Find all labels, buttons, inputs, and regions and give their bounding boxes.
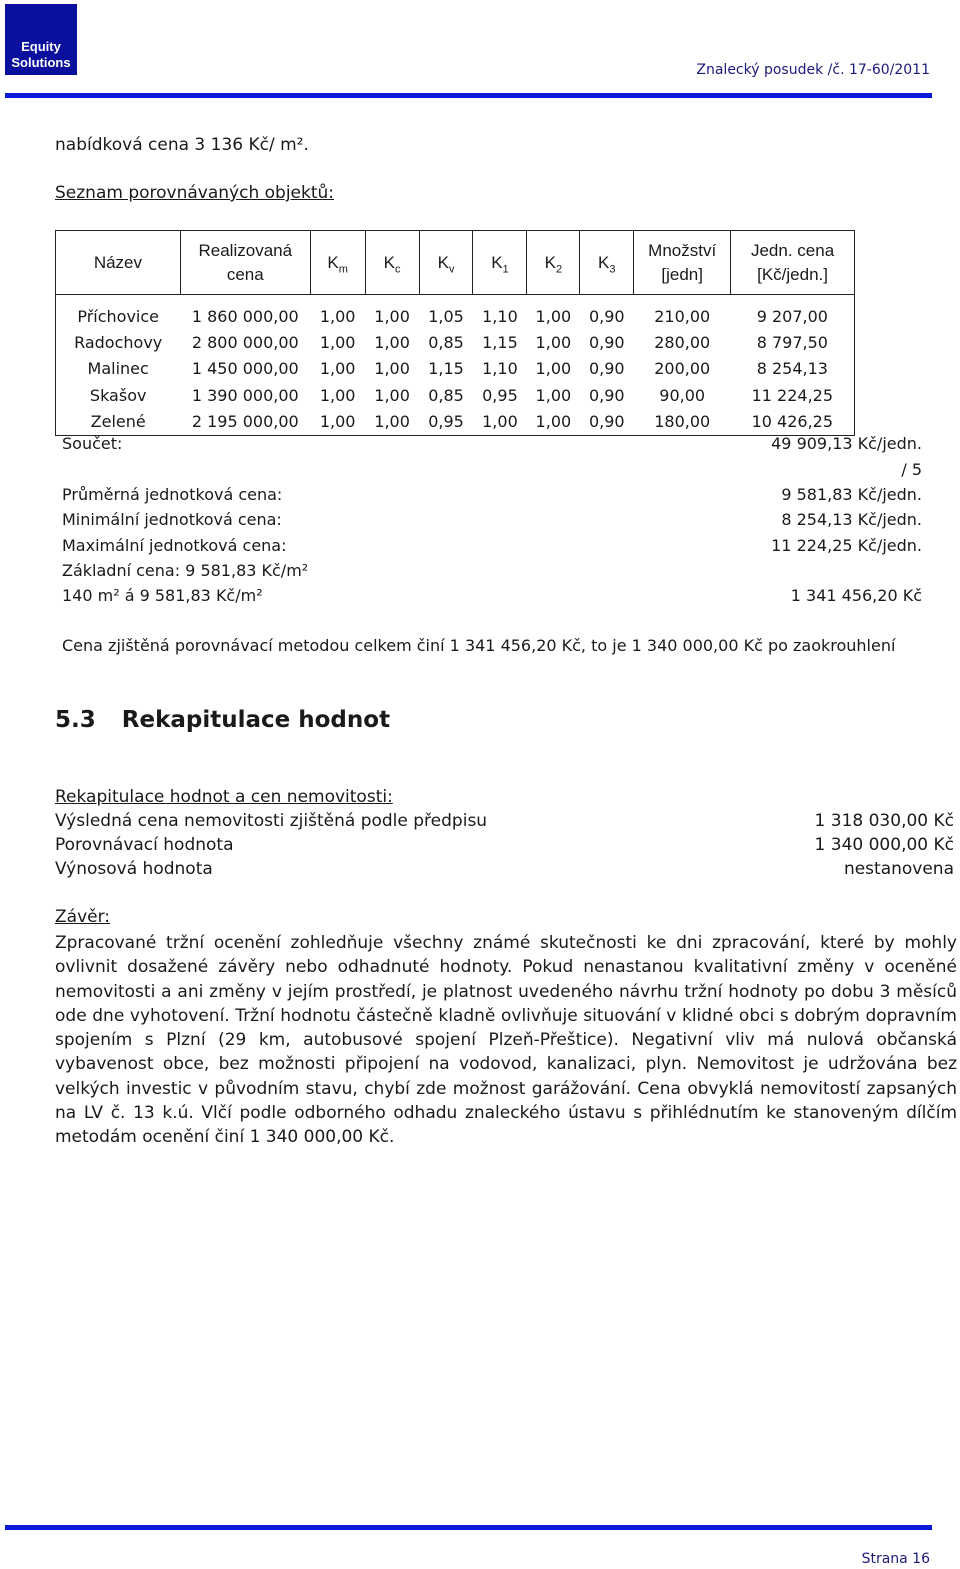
cell-realized-price: 2 800 000,00 <box>191 333 299 353</box>
cell-k3: 0,90 <box>588 333 625 353</box>
cell-k3: 0,90 <box>588 359 625 379</box>
cell-k1: 1,00 <box>482 412 518 432</box>
cell-kv: 0,85 <box>428 385 464 405</box>
cell-realized-price: 2 195 000,00 <box>191 412 299 432</box>
average-row <box>62 485 922 504</box>
cell-k2: 1,00 <box>535 333 572 353</box>
section-title: Rekapitulace hodnot <box>121 707 391 733</box>
cell-kc: 1,00 <box>374 333 410 353</box>
recap-label: Výnosová hodnota <box>55 859 213 879</box>
recap-value: nestanovena <box>843 859 954 879</box>
intro-price: nabídková cena 3 136 Kč/ m². <box>55 135 309 155</box>
cell-realized-price: 1 450 000,00 <box>191 359 299 379</box>
cell-kv: 0,85 <box>428 333 464 353</box>
logo-line-1: Equity <box>21 39 61 54</box>
table-row <box>56 382 855 408</box>
sum-label: Součet: <box>62 434 123 453</box>
recap-row <box>55 835 954 855</box>
average-value: 9 581,83 Kč/jedn. <box>781 485 922 504</box>
recap-row <box>55 859 954 879</box>
header-rule <box>5 93 932 98</box>
cell-k3: 0,90 <box>588 412 625 432</box>
cell-name: Skašov <box>89 385 147 405</box>
recap-label: Porovnávací hodnota <box>55 835 234 855</box>
cell-k1: 1,10 <box>482 359 518 379</box>
sum-value: 49 909,13 Kč/jedn. <box>771 434 922 453</box>
cell-name: Radochovy <box>74 333 163 353</box>
header-k2: $K_2$ <box>527 231 580 295</box>
cell-k1: 1,10 <box>482 306 518 326</box>
cell-k3: 0,90 <box>588 306 625 326</box>
base-price-label: Základní cena: 9 581,83 Kč/m² <box>62 561 309 580</box>
header-unit-price: Jedn. cena [Kč/jedn.] <box>731 231 855 295</box>
recap-label: Výsledná cena nemovitosti zjištěná podle předpisu <box>55 811 488 831</box>
base-price-row <box>62 561 922 580</box>
footer-rule <box>5 1525 932 1530</box>
maximum-value: 11 224,25 Kč/jedn. <box>771 536 922 555</box>
table-row <box>56 329 855 355</box>
cell-k2: 1,00 <box>535 306 572 326</box>
conclusion-title: Závěr: <box>55 907 111 927</box>
minimum-value: 8 254,13 Kč/jedn. <box>781 510 922 529</box>
cell-realized-price: 1 390 000,00 <box>191 385 299 405</box>
average-label: Průměrná jednotková cena: <box>62 485 283 504</box>
cell-km: 1,00 <box>319 412 356 432</box>
cell-name: Příchovice <box>77 306 160 326</box>
cell-unit-price: 8 254,13 <box>756 359 828 379</box>
cell-quantity: 90,00 <box>659 385 706 405</box>
minimum-row <box>62 510 922 529</box>
page-number: Strana 16 <box>861 1551 930 1567</box>
company-logo <box>5 4 77 75</box>
cell-unit-price: 11 224,25 <box>751 385 834 405</box>
cell-kc: 1,00 <box>374 385 410 405</box>
header-kc: $K_c$ <box>365 231 419 295</box>
section-number: 5.3 <box>55 707 96 733</box>
header-quantity: Množství [jedn] <box>634 231 731 295</box>
cell-quantity: 200,00 <box>654 359 711 379</box>
table-row <box>56 295 855 330</box>
cell-km: 1,00 <box>319 333 356 353</box>
calculation-label: 140 m² á 9 581,83 Kč/m² <box>62 586 263 605</box>
cell-k3: 0,90 <box>588 385 625 405</box>
calculation-value: 1 341 456,20 Kč <box>790 586 922 605</box>
conclusion-text: Zpracované tržní ocenění zohledňuje všechny známé skutečnosti ke dni zpracování, které by mohly ovlivnit dosažené závěry nebo odhadnuté hodnoty. Pokud nenastanou kvalitativní změny v oceněné nemovitosti a ani změny v jejím prostředí, je platnost uvedeného návrhu tržní hodnoty po dobu 3 měsíců ode dne vyhotovení. Tržní hodnotu částečně kladně ovlivňuje situování v klidné obci s dobrým dopravním spojením s Plzní (29 km, autobusové spojení Plzeň-Přeštice). Negativní vliv má nulová občanská vybavenost obce, bez možnosti připojení na vodovod, kanalizaci, plyn. Nemovitost je udržována bez velkých investic v původním stavu, chybí zde možnost garážování. Cena obvyklá nemovitostí zapsaných na LV č. 13 k.ú. Vlčí podle odborného odhadu znaleckého ústavu s přihlédnutím ke stanoveným dílčím metodám ocenění činí 1 340 000,00 Kč. <box>55 933 957 1148</box>
cell-realized-price: 1 860 000,00 <box>191 306 299 326</box>
cell-kc: 1,00 <box>374 359 410 379</box>
cell-unit-price: 10 426,25 <box>751 412 834 432</box>
recap-value: 1 340 000,00 Kč <box>814 835 954 855</box>
cell-k2: 1,00 <box>535 385 572 405</box>
comparison-table <box>55 230 855 436</box>
cell-kv: 1,15 <box>428 359 464 379</box>
recap-row <box>55 811 954 831</box>
cell-name: Zelené <box>90 412 146 432</box>
table-row <box>56 409 855 436</box>
cell-unit-price: 8 797,50 <box>756 333 828 353</box>
minimum-label: Minimální jednotková cena: <box>62 510 282 529</box>
calculation-row <box>62 586 922 605</box>
header-kv: $K_v$ <box>419 231 473 295</box>
logo-line-2: Solutions <box>11 55 71 70</box>
maximum-label: Maximální jednotková cena: <box>62 536 287 555</box>
cell-name: Malinec <box>87 359 149 379</box>
header-name: Název <box>56 231 181 295</box>
cell-k1: 1,15 <box>482 333 518 353</box>
cell-quantity: 210,00 <box>654 306 711 326</box>
header-km: $K_m$ <box>310 231 365 295</box>
result-sentence: Cena zjištěná porovnávací metodou celkem činí 1 341 456,20 Kč, to je 1 340 000,00 Kč po zaokrouhlení <box>62 636 896 655</box>
header-k3: $K_3$ <box>580 231 634 295</box>
maximum-row <box>62 536 922 555</box>
cell-km: 1,00 <box>319 385 356 405</box>
cell-quantity: 180,00 <box>654 412 711 432</box>
sum-row <box>62 434 922 453</box>
document-reference: Znalecký posudek /č. 17-60/2011 <box>696 62 930 78</box>
comparison-list-title: Seznam porovnávaných objektů: <box>55 183 335 203</box>
recap-title: Rekapitulace hodnot a cen nemovitosti: <box>55 787 393 807</box>
header-realized-price: Realizovaná cena <box>180 231 310 295</box>
cell-kv: 1,05 <box>428 306 464 326</box>
table-row <box>56 356 855 382</box>
cell-unit-price: 9 207,00 <box>756 306 828 326</box>
cell-k1: 0,95 <box>482 385 518 405</box>
cell-km: 1,00 <box>319 359 356 379</box>
cell-kc: 1,00 <box>374 306 410 326</box>
section-heading <box>55 707 390 733</box>
recap-value: 1 318 030,00 Kč <box>814 811 954 831</box>
header-k1: $K_1$ <box>473 231 527 295</box>
cell-kc: 1,00 <box>374 412 410 432</box>
table-header-row <box>56 231 855 295</box>
cell-kv: 0,95 <box>428 412 464 432</box>
cell-quantity: 280,00 <box>654 333 711 353</box>
cell-k2: 1,00 <box>535 359 572 379</box>
cell-km: 1,00 <box>319 306 356 326</box>
cell-k2: 1,00 <box>535 412 572 432</box>
divisor-value: / 5 <box>901 460 922 479</box>
